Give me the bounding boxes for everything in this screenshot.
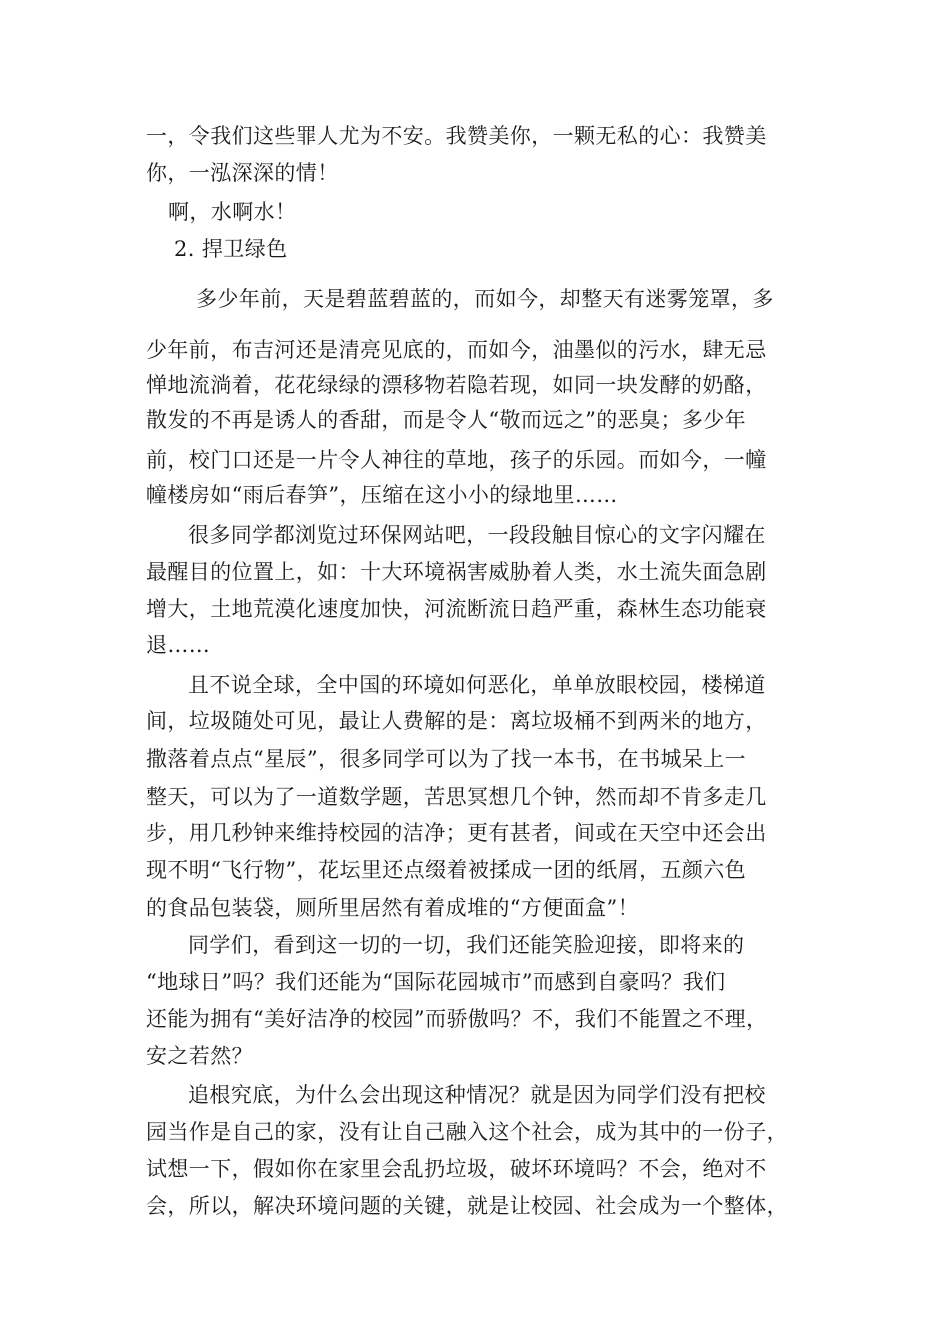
text-line: 一，令我们这些罪人尤为不安。我赞美你，一颗无私的心：我赞美 (146, 124, 767, 148)
text-line: 整天，可以为了一道数学题，苦思冥想几个钟，然而却不肯多走几 (146, 785, 767, 809)
text-line: 增大，土地荒漠化速度加快，河流断流日趋严重，森林生态功能衰 (146, 597, 767, 621)
text-line: 退…… (146, 633, 211, 657)
text-line: 试想一下，假如你在家里会乱扔垃圾，破坏环境吗？不会，绝对不 (146, 1157, 767, 1181)
text-line: 现不明“飞行物”，花坛里还点缀着被揉成一团的纸屑，五颜六色 (146, 858, 747, 882)
text-line: 园当作是自己的家，没有让自己融入这个社会，成为其中的一份子， (146, 1120, 788, 1144)
text-line: 啊，水啊水！ (168, 200, 297, 224)
text-line: 最醒目的位置上，如：十大环境祸害威胁着人类，水土流失面急剧 (146, 560, 767, 584)
text-line: 同学们，看到这一切的一切，我们还能笑脸迎接，即将来的 (188, 933, 745, 957)
text-line: 追根究底，为什么会出现这种情况？就是因为同学们没有把校 (188, 1083, 766, 1107)
text-line: 少年前，布吉河还是清亮见底的，而如今，油墨似的污水，肆无忌 (146, 338, 767, 362)
text-line: 间，垃圾随处可见，最让人费解的是：离垃圾桶不到两米的地方， (146, 709, 767, 733)
text-line: 前，校门口还是一片令人神往的草地，孩子的乐园。而如今，一幢 (146, 448, 767, 472)
text-line: 还能为拥有“美好洁净的校园”而骄傲吗？不，我们不能置之不理， (146, 1007, 768, 1031)
text-line: 的食品包装袋，厕所里居然有着成堆的“方便面盒”！ (146, 896, 640, 920)
text-line: 且不说全球，全中国的环境如何恶化，单单放眼校园，楼梯道 (188, 673, 766, 697)
text-line: “地球日”吗？我们还能为“国际花园城市”而感到自豪吗？我们 (146, 970, 726, 994)
text-line: 多少年前，天是碧蓝碧蓝的，而如今，却整天有迷雾笼罩，多 (196, 287, 774, 311)
text-line: 安之若然？ (146, 1044, 253, 1068)
text-line: 幢楼房如“雨后春笋”，压缩在这小小的绿地里…… (146, 483, 618, 507)
text-line: 撒落着点点“星辰”，很多同学可以为了找一本书，在书城呆上一 (146, 747, 747, 771)
section-heading: 2. 捍卫绿色 (174, 237, 288, 261)
text-line: 很多同学都浏览过环保网站吧，一段段触目惊心的文字闪耀在 (188, 523, 766, 547)
text-line: 步，用几秒钟来维持校园的洁净；更有甚者，间或在天空中还会出 (146, 821, 767, 845)
text-line: 会，所以，解决环境问题的关键，就是让校园、社会成为一个整体， (146, 1194, 788, 1218)
text-line: 散发的不再是诱人的香甜，而是令人“敬而远之”的恶臭；多少年 (146, 408, 747, 432)
text-line: 惮地流淌着，花花绿绿的漂移物若隐若现，如同一块发酵的奶酪， (146, 373, 767, 397)
text-line: 你，一泓深深的情！ (146, 161, 339, 185)
